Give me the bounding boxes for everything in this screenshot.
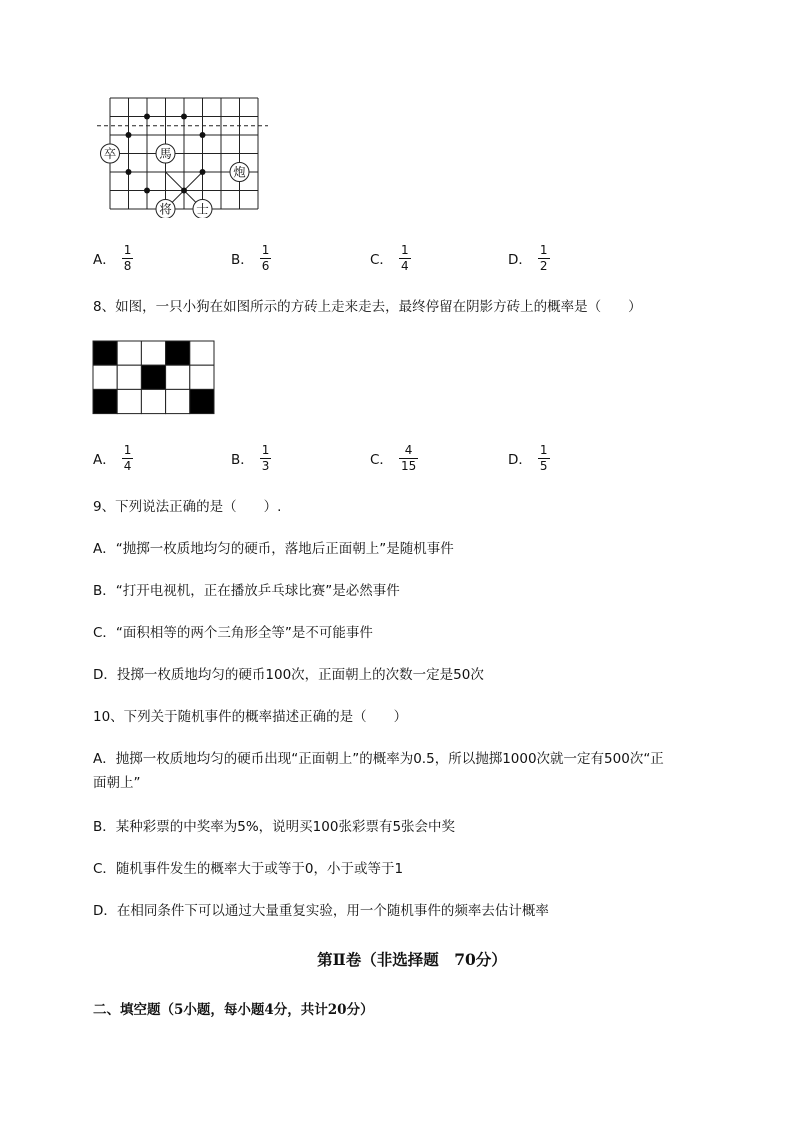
- option-letter: D．: [508, 452, 532, 468]
- white-tile: [117, 341, 141, 365]
- shaded-tile: [141, 365, 165, 389]
- fraction: $\frac{1}{6}$: [261, 242, 270, 273]
- white-tile: [141, 341, 165, 365]
- q7-option-c[interactable]: [370, 238, 411, 278]
- q10-option-a-line2: 面朝上”: [93, 775, 141, 791]
- tile-grid-figure: [92, 340, 216, 415]
- q7-option-b[interactable]: [231, 238, 271, 278]
- fraction: $\frac{1}{4}$: [400, 242, 409, 273]
- board-dot: [181, 114, 187, 120]
- board-dot: [200, 169, 206, 175]
- fraction: $\frac{1}{5}$: [539, 442, 548, 473]
- fraction: $\frac{1}{4}$: [123, 442, 132, 473]
- white-tile: [93, 365, 117, 389]
- fraction: $\frac{1}{2}$: [539, 242, 548, 273]
- white-tile: [190, 365, 214, 389]
- chess-piece: [156, 144, 175, 163]
- chessboard-figure: [95, 92, 270, 218]
- q9-option-a[interactable]: A．“抛掷一枚质地均匀的硬币，落地后正面朝上”是随机事件: [93, 541, 454, 557]
- chess-piece: [156, 200, 175, 219]
- q7-option-d[interactable]: [508, 238, 550, 278]
- q8-stem: 8、如图，一只小狗在如图所示的方砖上走来走去，最终停留在阴影方砖上的概率是（ ）: [93, 299, 642, 315]
- option-letter: B．: [231, 252, 254, 268]
- piece-label: 士: [196, 201, 209, 217]
- q8-option-c[interactable]: [370, 438, 418, 478]
- fraction: $\frac{4}{15}$: [400, 442, 417, 473]
- chess-piece: [193, 200, 212, 219]
- q7-options: [93, 238, 693, 278]
- chess-piece: [230, 163, 249, 182]
- q8-option-d[interactable]: [508, 438, 550, 478]
- q9-stem: 9、下列说法正确的是（ ）.: [93, 499, 282, 515]
- white-tile: [190, 341, 214, 365]
- q9-option-c[interactable]: C．“面积相等的两个三角形全等”是不可能事件: [93, 625, 373, 641]
- board-dot: [144, 188, 150, 194]
- shaded-tile: [93, 389, 117, 413]
- q8-options: [93, 438, 693, 478]
- option-letter: D．: [508, 252, 532, 268]
- q10-option-a-line1: A．抛掷一枚质地均匀的硬币出现“正面朝上”的概率为0.5，所以抛掷1000次就一定有500次“正: [93, 751, 664, 767]
- white-tile: [166, 365, 190, 389]
- q10-stem: 10、下列关于随机事件的概率描述正确的是（ ）: [93, 709, 408, 725]
- shaded-tile: [93, 341, 117, 365]
- q10-option-b[interactable]: B．某种彩票的中奖率为5%，说明买100张彩票有5张会中奖: [93, 819, 456, 835]
- white-tile: [117, 389, 141, 413]
- option-letter: C．: [370, 452, 393, 468]
- q10-option-d[interactable]: D．在相同条件下可以通过大量重复实验，用一个随机事件的频率去估计概率: [93, 903, 549, 919]
- q7-option-a[interactable]: [93, 238, 133, 278]
- q10-option-c[interactable]: C．随机事件发生的概率大于或等于0，小于或等于1: [93, 861, 404, 877]
- piece-label: 馬: [159, 146, 172, 161]
- white-tile: [166, 389, 190, 413]
- option-letter: B．: [231, 452, 254, 468]
- board-dot: [144, 114, 150, 120]
- fraction: $\frac{1}{3}$: [261, 442, 270, 473]
- piece-label: 将: [159, 201, 172, 217]
- q8-option-b[interactable]: [231, 438, 271, 478]
- board-dot: [126, 169, 132, 175]
- white-tile: [117, 365, 141, 389]
- board-dot: [126, 132, 132, 138]
- fraction: $\frac{1}{8}$: [123, 242, 132, 273]
- shaded-tile: [166, 341, 190, 365]
- q8-option-a[interactable]: [93, 438, 133, 478]
- option-letter: A．: [93, 252, 116, 268]
- piece-label: 炮: [233, 164, 246, 180]
- chess-piece: [101, 144, 120, 163]
- option-letter: A．: [93, 452, 116, 468]
- option-letter: C．: [370, 252, 393, 268]
- q9-option-b[interactable]: B．“打开电视机，正在播放乒乓球比赛”是必然事件: [93, 583, 400, 599]
- piece-label: 卒: [103, 146, 117, 161]
- white-tile: [141, 389, 165, 413]
- board-dot: [200, 132, 206, 138]
- board-dot: [181, 188, 187, 194]
- shaded-tile: [190, 389, 214, 413]
- section-2-title: 第Ⅱ卷（非选择题 70分）: [317, 950, 507, 969]
- fill-in-section-title: 二、填空题（5小题，每小题4分，共计20分）: [93, 1002, 374, 1018]
- q10-option-a[interactable]: [93, 749, 664, 793]
- q9-option-d[interactable]: D．投掷一枚质地均匀的硬币100次，正面朝上的次数一定是50次: [93, 667, 484, 683]
